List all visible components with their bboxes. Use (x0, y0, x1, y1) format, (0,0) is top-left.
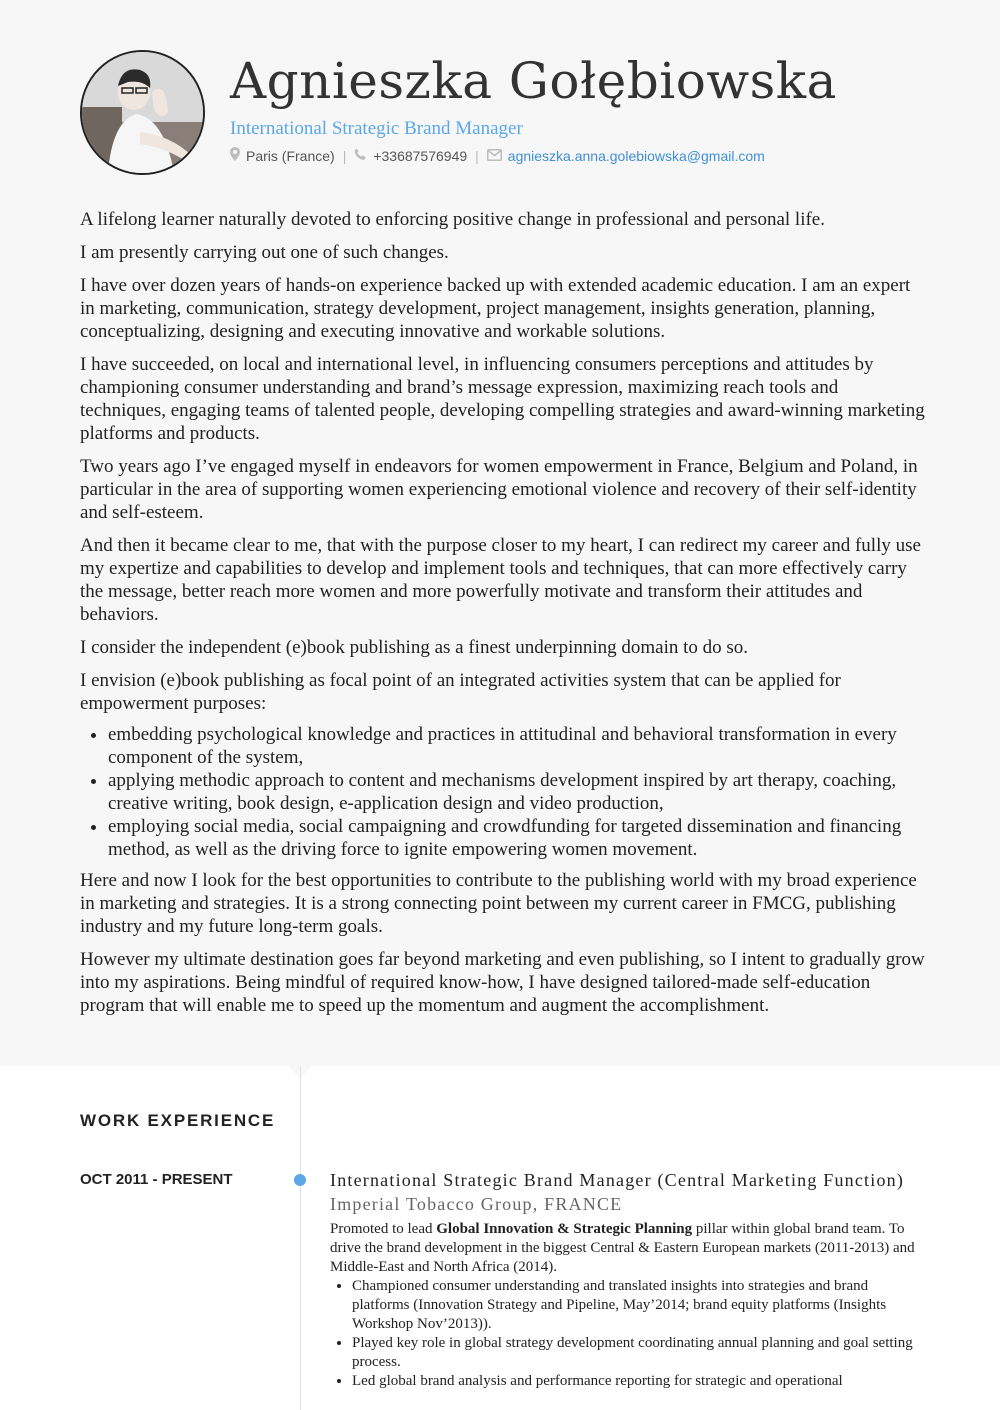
email-link[interactable]: agnieszka.anna.golebiowska@gmail.com (507, 147, 765, 164)
timeline-line (300, 1066, 301, 1410)
job-description (330, 1220, 925, 1277)
summary-paragraph: Two years ago I’ve engaged myself in endeavors for women empowerment in France, Belgium and Poland, in particular in the area of supporting women experiencing emotional violence and recovery of their self-identity and self-esteem. (80, 456, 918, 523)
list-item: • employing social media, social campaigning and crowdfunding for targeted dissemination and financing method, as well as the driving force to ignite empowering women movement. (108, 815, 925, 861)
desc-highlight: Global Innovation & Strategic Planning (436, 1221, 693, 1237)
list-item: • applying methodic approach to content and mechanisms development inspired by art therapy, coaching, creative writing, book design, e-application design and video production, (108, 769, 925, 815)
desc-text: pillar within global brand team. To drive the brand development in the biggest Central & Eastern European markets (2011-2013) and Middle-East and North Africa (2014). (330, 1221, 915, 1275)
list-item: • Led global brand analysis and performance reporting for strategic and operational (352, 1372, 925, 1391)
timeline-dot (294, 1174, 306, 1186)
summary-paragraph: Here and now I look for the best opportunities to contribute to the publishing world with my broad experience in marketing and strategies. It is a strong connecting point between my current career in FMCG, publishing industry and my future long-term goals. (80, 870, 917, 937)
avatar (80, 50, 205, 175)
mail-icon (487, 148, 502, 164)
summary-paragraph: I am presently carrying out one of such changes. (80, 242, 449, 263)
job-entry (330, 1169, 925, 1391)
job-bullets (330, 1277, 925, 1391)
desc-text: Promoted to lead (330, 1221, 437, 1237)
location-text: Paris (France) (246, 147, 335, 164)
job-title: International Strategic Brand Manager (Central Marketing Function) (330, 1170, 905, 1190)
list-item: • Championed consumer understanding and translated insights into strategies and brand platforms (Innovation Strategy and Pipeline, May’2014; brand equity platforms (Insights Workshop Nov’2013)). (352, 1277, 925, 1334)
company-name: Imperial Tobacco Group, FRANCE (330, 1194, 623, 1214)
profile-photo-icon (82, 52, 203, 173)
job-date: OCT 2011 - PRESENT (80, 1171, 233, 1188)
summary-paragraph: I have succeeded, on local and international level, in influencing consumers perceptions and attitudes by championing consumer understanding and brand’s message expression, maximizing reach tools and techniques, engaging teams of talented people, developing compelling strategies and award-winning marketing platforms and products. (80, 354, 925, 444)
work-experience-heading: WORK EXPERIENCE (80, 1111, 276, 1130)
summary-paragraph: However my ultimate destination goes far beyond marketing and even publishing, so I intent to gradually grow into my aspirations. Being mindful of required know-how, I have designed tailored-made self-education program that will enable me to speed up the momentum and augment the accomplishment. (80, 949, 925, 1016)
phone-icon (354, 148, 367, 164)
contact-bar (230, 147, 765, 164)
summary-paragraph: I have over dozen years of hands-on experience backed up with extended academic education. I am an expert in marketing, communication, strategy development, project management, insights generation, planning, conceptualizing, designing and executing innovative and workable solutions. (80, 275, 911, 342)
header (80, 50, 940, 180)
location-pin-icon (230, 147, 240, 164)
full-name: Agnieszka Gołębiowska (230, 52, 837, 110)
list-item: • embedding psychological knowledge and practices in attitudinal and behavioral transformation in every component of the system, (108, 723, 925, 769)
summary-paragraph: And then it became clear to me, that with the purpose closer to my heart, I can redirect my career and fully use my expertize and capabilities to develop and implement tools and techniques, that can more effectively carry the message, better reach more women and more powerfully motivate and transform their attitudes and behaviors. (80, 535, 921, 625)
summary-paragraph: I envision (e)book publishing as focal point of an integrated activities system that can be applied for empowerment purposes: (80, 670, 841, 714)
summary (80, 208, 925, 1027)
summary-paragraph: I consider the independent (e)book publishing as a finest underpinning domain to do so. (80, 637, 749, 658)
summary-list (80, 723, 925, 861)
summary-paragraph: A lifelong learner naturally devoted to enforcing positive change in professional and personal life. (80, 209, 825, 230)
separator: | (342, 147, 347, 164)
separator: | (475, 147, 479, 164)
list-item: • Played key role in global strategy development coordinating annual planning and goal setting process. (352, 1334, 925, 1372)
job-role: International Strategic Brand Manager (230, 118, 523, 139)
phone-text: +33687576949 (373, 147, 468, 164)
